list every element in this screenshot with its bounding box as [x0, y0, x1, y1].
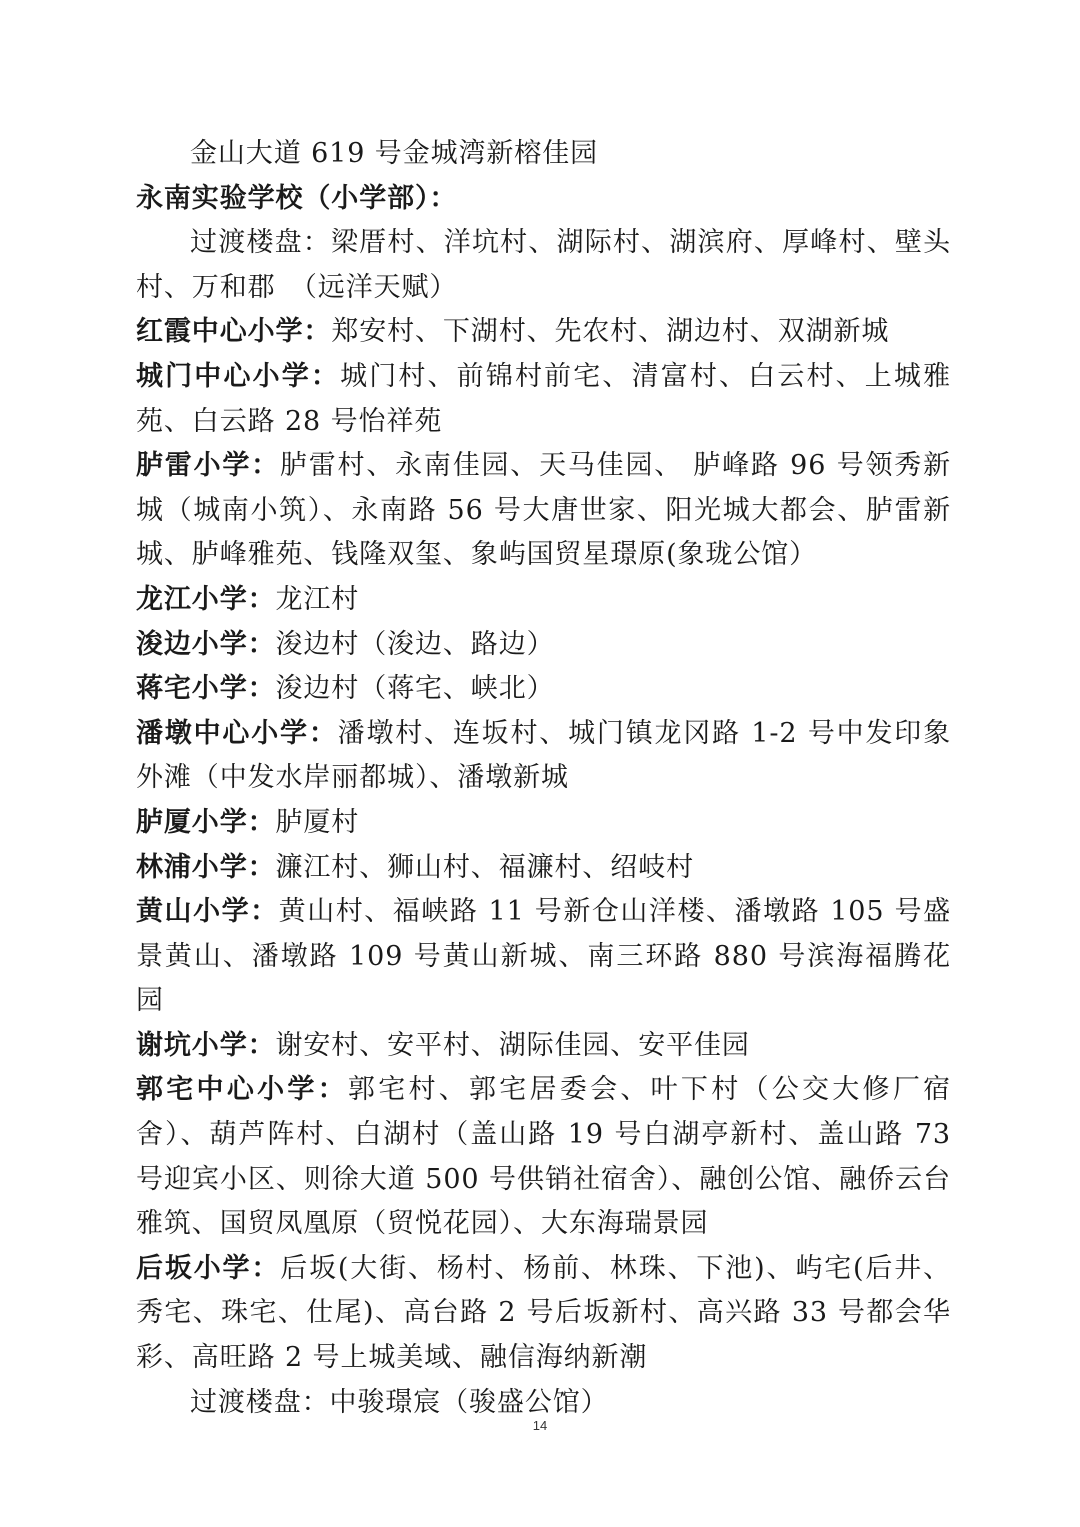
school-entry [136, 578, 951, 623]
transitional-housing-line: 过渡楼盘：梁厝村、洋坑村、湖际村、湖滨府、厚峰村、壁头村、万和郡 （远洋天赋） [136, 227, 951, 303]
school-name: 红霞中心小学： [136, 316, 332, 348]
school-heading [136, 177, 951, 222]
school-entry [136, 667, 951, 712]
school-name: 郭宅中心小学： [136, 1074, 348, 1106]
transitional-housing-line: 过渡楼盘：中骏璟宸（骏盛公馆） [190, 1386, 609, 1418]
school-entry [136, 310, 951, 355]
school-entry [136, 1247, 951, 1381]
school-catchment: 谢安村、安平村、湖际佳园、安平佳园 [275, 1029, 750, 1061]
school-entry [136, 623, 951, 668]
page-number: 14 [532, 1418, 548, 1433]
school-name: 胪厦小学： [136, 806, 276, 838]
school-catchment: 郭宅村、郭宅居委会、叶下村（公交大修厂宿舍）、葫芦阵村、白湖村（盖山路 19 号白湖亭新村、盖山路 73 号迎宾小区、则徐大道 500 号供销社宿舍）、融创公馆、融侨云台雅筑、国贸凤凰原（贸悦花园）、大东海瑞景园 [136, 1074, 952, 1240]
school-name: 浚边小学： [136, 628, 276, 660]
school-catchment: 郑安村、下湖村、先农村、湖边村、双湖新城 [331, 316, 890, 348]
school-name: 城门中心小学： [136, 360, 341, 392]
school-catchment: 黄山村、福峡路 11 号新仓山洋楼、潘墩路 105 号盛景黄山、潘墩路 109 号黄山新城、南三环路 880 号滨海福腾花园 [136, 896, 952, 1017]
school-name: 永南实验学校（小学部）： [136, 182, 458, 214]
school-catchment: 龙江村 [275, 583, 360, 615]
school-entry [136, 444, 951, 578]
school-name: 后坂小学： [136, 1252, 281, 1284]
school-entry [136, 1068, 951, 1246]
school-name: 林浦小学： [136, 851, 276, 883]
address-line: 金山大道 619 号金城湾新榕佳园 [190, 138, 598, 169]
school-catchment: 濂江村、狮山村、福濂村、绍岐村 [275, 851, 694, 883]
school-district-list [136, 132, 951, 1425]
school-catchment: 城门村、前锦村前宅、清富村、白云村、上城雅苑、白云路 28 号怡祥苑 [136, 360, 951, 437]
school-entry [136, 890, 951, 1024]
school-name: 蒋宅小学： [136, 673, 276, 705]
school-name: 胪雷小学： [136, 450, 280, 482]
school-catchment: 浚边村（蒋宅、峡北） [275, 673, 555, 705]
school-name: 谢坑小学： [136, 1029, 276, 1061]
school-entry [136, 355, 951, 444]
school-catchment: 浚边村（浚边、路边） [275, 628, 555, 660]
school-catchment: 后坂(大街、杨村、杨前、林珠、下池)、屿宅(后井、秀宅、珠宅、仕尾)、高台路 2 号后坂新村、高兴路 33 号都会华彩、高旺路 2 号上城美域、融信海纳新潮 [136, 1252, 952, 1374]
school-name: 潘墩中心小学： [136, 717, 338, 749]
school-name: 黄山小学： [136, 896, 279, 928]
school-entry [136, 801, 951, 846]
school-entry [136, 712, 951, 801]
school-catchment: 潘墩村、连坂村、城门镇龙冈路 1-2 号中发印象外滩（中发水岸丽都城）、潘墩新城 [136, 717, 951, 794]
school-name: 龙江小学： [136, 583, 276, 615]
school-catchment: 胪厦村 [275, 806, 360, 838]
school-entry [136, 1024, 951, 1069]
school-entry [136, 846, 951, 891]
school-catchment: 胪雷村、永南佳园、天马佳园、 胪峰路 96 号领秀新城（城南小筑）、永南路 56 号大唐世家、阳光城大都会、胪雷新城、胪峰雅苑、钱隆双玺、象屿国贸星璟原(象珑公馆） [136, 450, 951, 571]
